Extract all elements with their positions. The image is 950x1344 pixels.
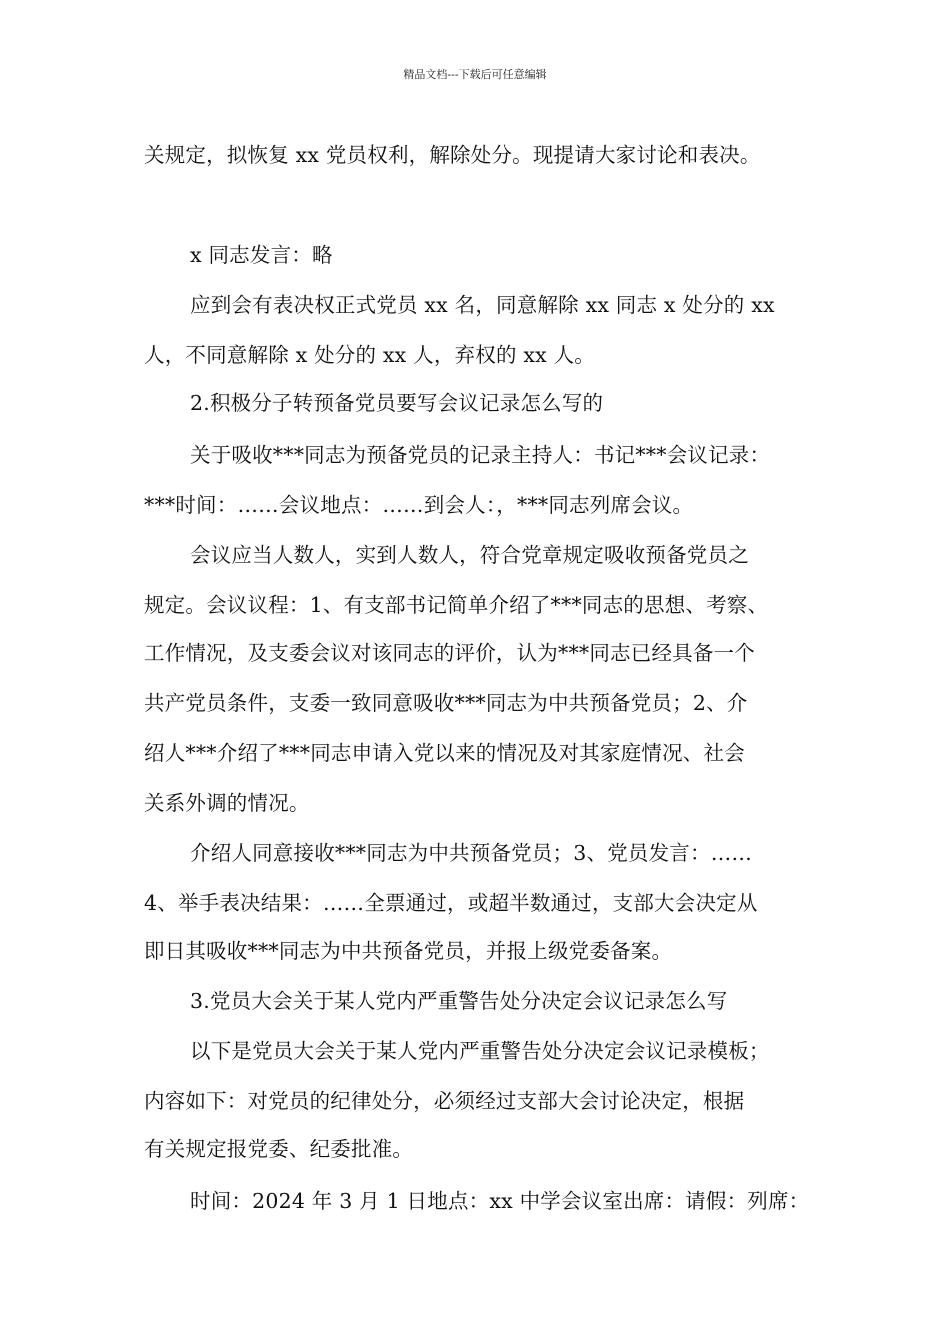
- text-line: 关于吸收***同志为预备党员的记录主持人：书记***会议记录：: [190, 443, 771, 467]
- text-line: 绍人***介绍了***同志申请入党以来的情况及对其家庭情况、社会: [144, 741, 745, 765]
- section-heading: 3.党员大会关于某人党内严重警告处分决定会议记录怎么写: [190, 989, 728, 1013]
- text-line: 共产党员条件，支委一致同意吸收***同志为中共预备党员；2、介: [144, 691, 748, 715]
- text-line: 内容如下：对党员的纪律处分，必须经过支部大会讨论决定，根据: [144, 1089, 745, 1113]
- text-line: 即日其吸收***同志为中共预备党员，并报上级党委备案。: [144, 939, 673, 963]
- text-line: 规定。会议议程：1、有支部书记简单介绍了***同志的思想、考察、: [144, 593, 769, 617]
- text-line: 以下是党员大会关于某人党内严重警告处分决定会议记录模板；: [190, 1039, 770, 1063]
- text-line: 关规定，拟恢复 xx 党员权利，解除处分。现提请大家讨论和表决。: [144, 143, 761, 167]
- text-line: 介绍人同意接收***同志为中共预备党员；3、党员发言：……: [190, 841, 753, 865]
- page-header: 精品文档---下载后可任意编辑: [403, 68, 547, 81]
- text-line: 4、举手表决结果：……全票通过，或超半数通过，支部大会决定从: [144, 891, 758, 915]
- section-heading: 2.积极分子转预备党员要写会议记录怎么写的: [190, 391, 604, 415]
- text-line: 会议应当人数人，实到人数人，符合党章规定吸收预备党员之: [190, 543, 749, 567]
- text-line: x 同志发言：略: [190, 243, 333, 267]
- text-line: 人，不同意解除 x 处分的 xx 人，弃权的 xx 人。: [144, 343, 596, 367]
- text-line: 应到会有表决权正式党员 xx 名，同意解除 xx 同志 x 处分的 xx: [190, 293, 775, 317]
- text-line: 时间：2024 年 3 月 1 日地点：xx 中学会议室出席：请假：列席：: [190, 1189, 810, 1213]
- text-line: 关系外调的情况。: [144, 791, 310, 815]
- text-line: ***时间：……会议地点：……到会人：，***同志列席会议。: [144, 493, 694, 517]
- text-line: 有关规定报党委、纪委批准。: [144, 1137, 414, 1161]
- text-line: 工作情况，及支委会议对该同志的评价，认为***同志已经具备一个: [144, 641, 755, 665]
